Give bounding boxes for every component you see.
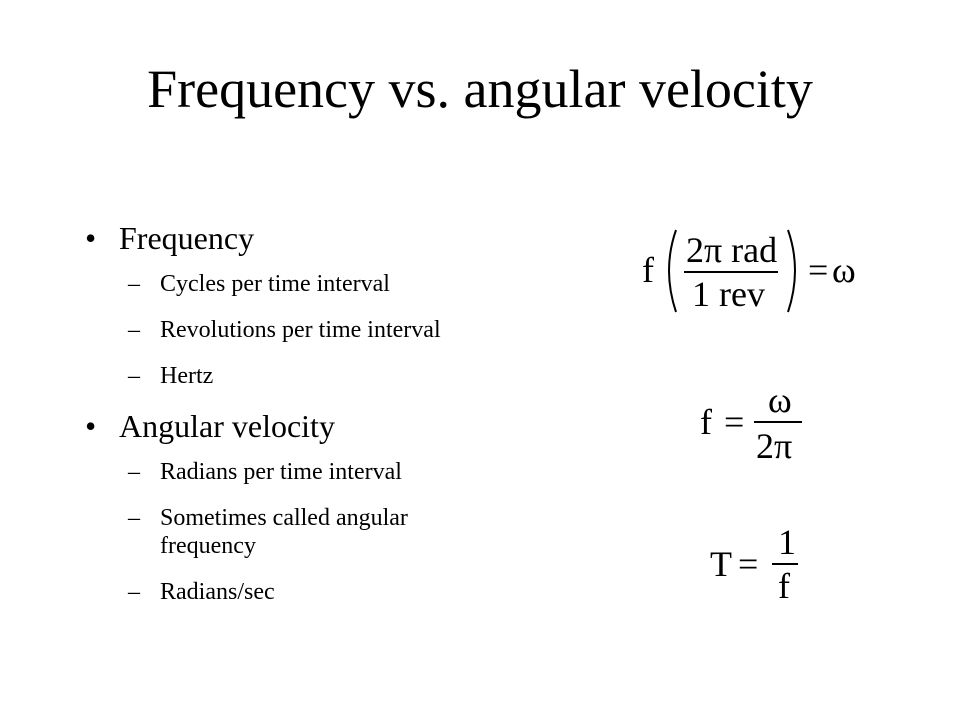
subitem-text: Hertz: [160, 363, 214, 389]
subitem-text: Sometimes called angular frequency: [160, 505, 408, 559]
subitem-marker: –: [128, 363, 140, 389]
subitem-marker: –: [128, 505, 140, 531]
eq3-lhs: T: [710, 544, 732, 584]
right-paren-icon: [788, 230, 795, 312]
equation-2-svg: [698, 382, 818, 472]
subitem-text: Radians per time interval: [160, 459, 402, 485]
eq3-denominator: f: [778, 566, 790, 606]
eq1-equals: =: [808, 250, 829, 290]
equation-period: [708, 522, 808, 614]
subitem-revolutions: [128, 316, 585, 344]
eq2-numerator: ω: [768, 380, 792, 420]
eq2-equals: =: [724, 402, 745, 442]
subitem-radians-per-sec: [128, 578, 585, 606]
bullet-angular-velocity: [85, 406, 585, 446]
subitem-marker: –: [128, 271, 140, 297]
eq3-numerator: 1: [778, 522, 796, 562]
equation-3-svg: [708, 522, 808, 614]
subitem-text: Cycles per time interval: [160, 271, 390, 297]
eq3-equals: =: [738, 544, 759, 584]
equation-frequency-conversion: [640, 224, 860, 320]
subitem-marker: –: [128, 459, 140, 485]
bullet-text: Angular velocity: [119, 408, 335, 444]
left-paren-icon: [669, 230, 676, 312]
subitem-radians-per-time: [128, 458, 585, 486]
equation-frequency-from-omega: [698, 382, 818, 472]
eq1-rhs: ω: [832, 250, 856, 290]
subitem-marker: –: [128, 317, 140, 343]
subitem-text: Radians/sec: [160, 579, 275, 605]
bullet-frequency: [85, 218, 585, 258]
subitem-hertz: [128, 362, 585, 390]
subitem-cycles: [128, 270, 585, 298]
equation-1-svg: [640, 224, 860, 320]
eq1-numerator: 2π rad: [686, 230, 778, 270]
bullet-marker: •: [85, 220, 97, 256]
slide-title: Frequency vs. angular velocity: [147, 59, 813, 119]
bullet-marker: •: [85, 408, 97, 444]
eq2-denominator: 2π: [756, 426, 793, 466]
subitem-text: Revolutions per time interval: [160, 317, 441, 343]
bullet-list: [85, 218, 585, 606]
eq1-lhs: f: [642, 250, 654, 290]
eq2-lhs: f: [700, 402, 712, 442]
bullet-text: Frequency: [119, 220, 255, 256]
subitem-angular-frequency: [128, 504, 585, 560]
subitem-marker: –: [128, 579, 140, 605]
eq1-denominator: 1 rev: [692, 274, 765, 314]
